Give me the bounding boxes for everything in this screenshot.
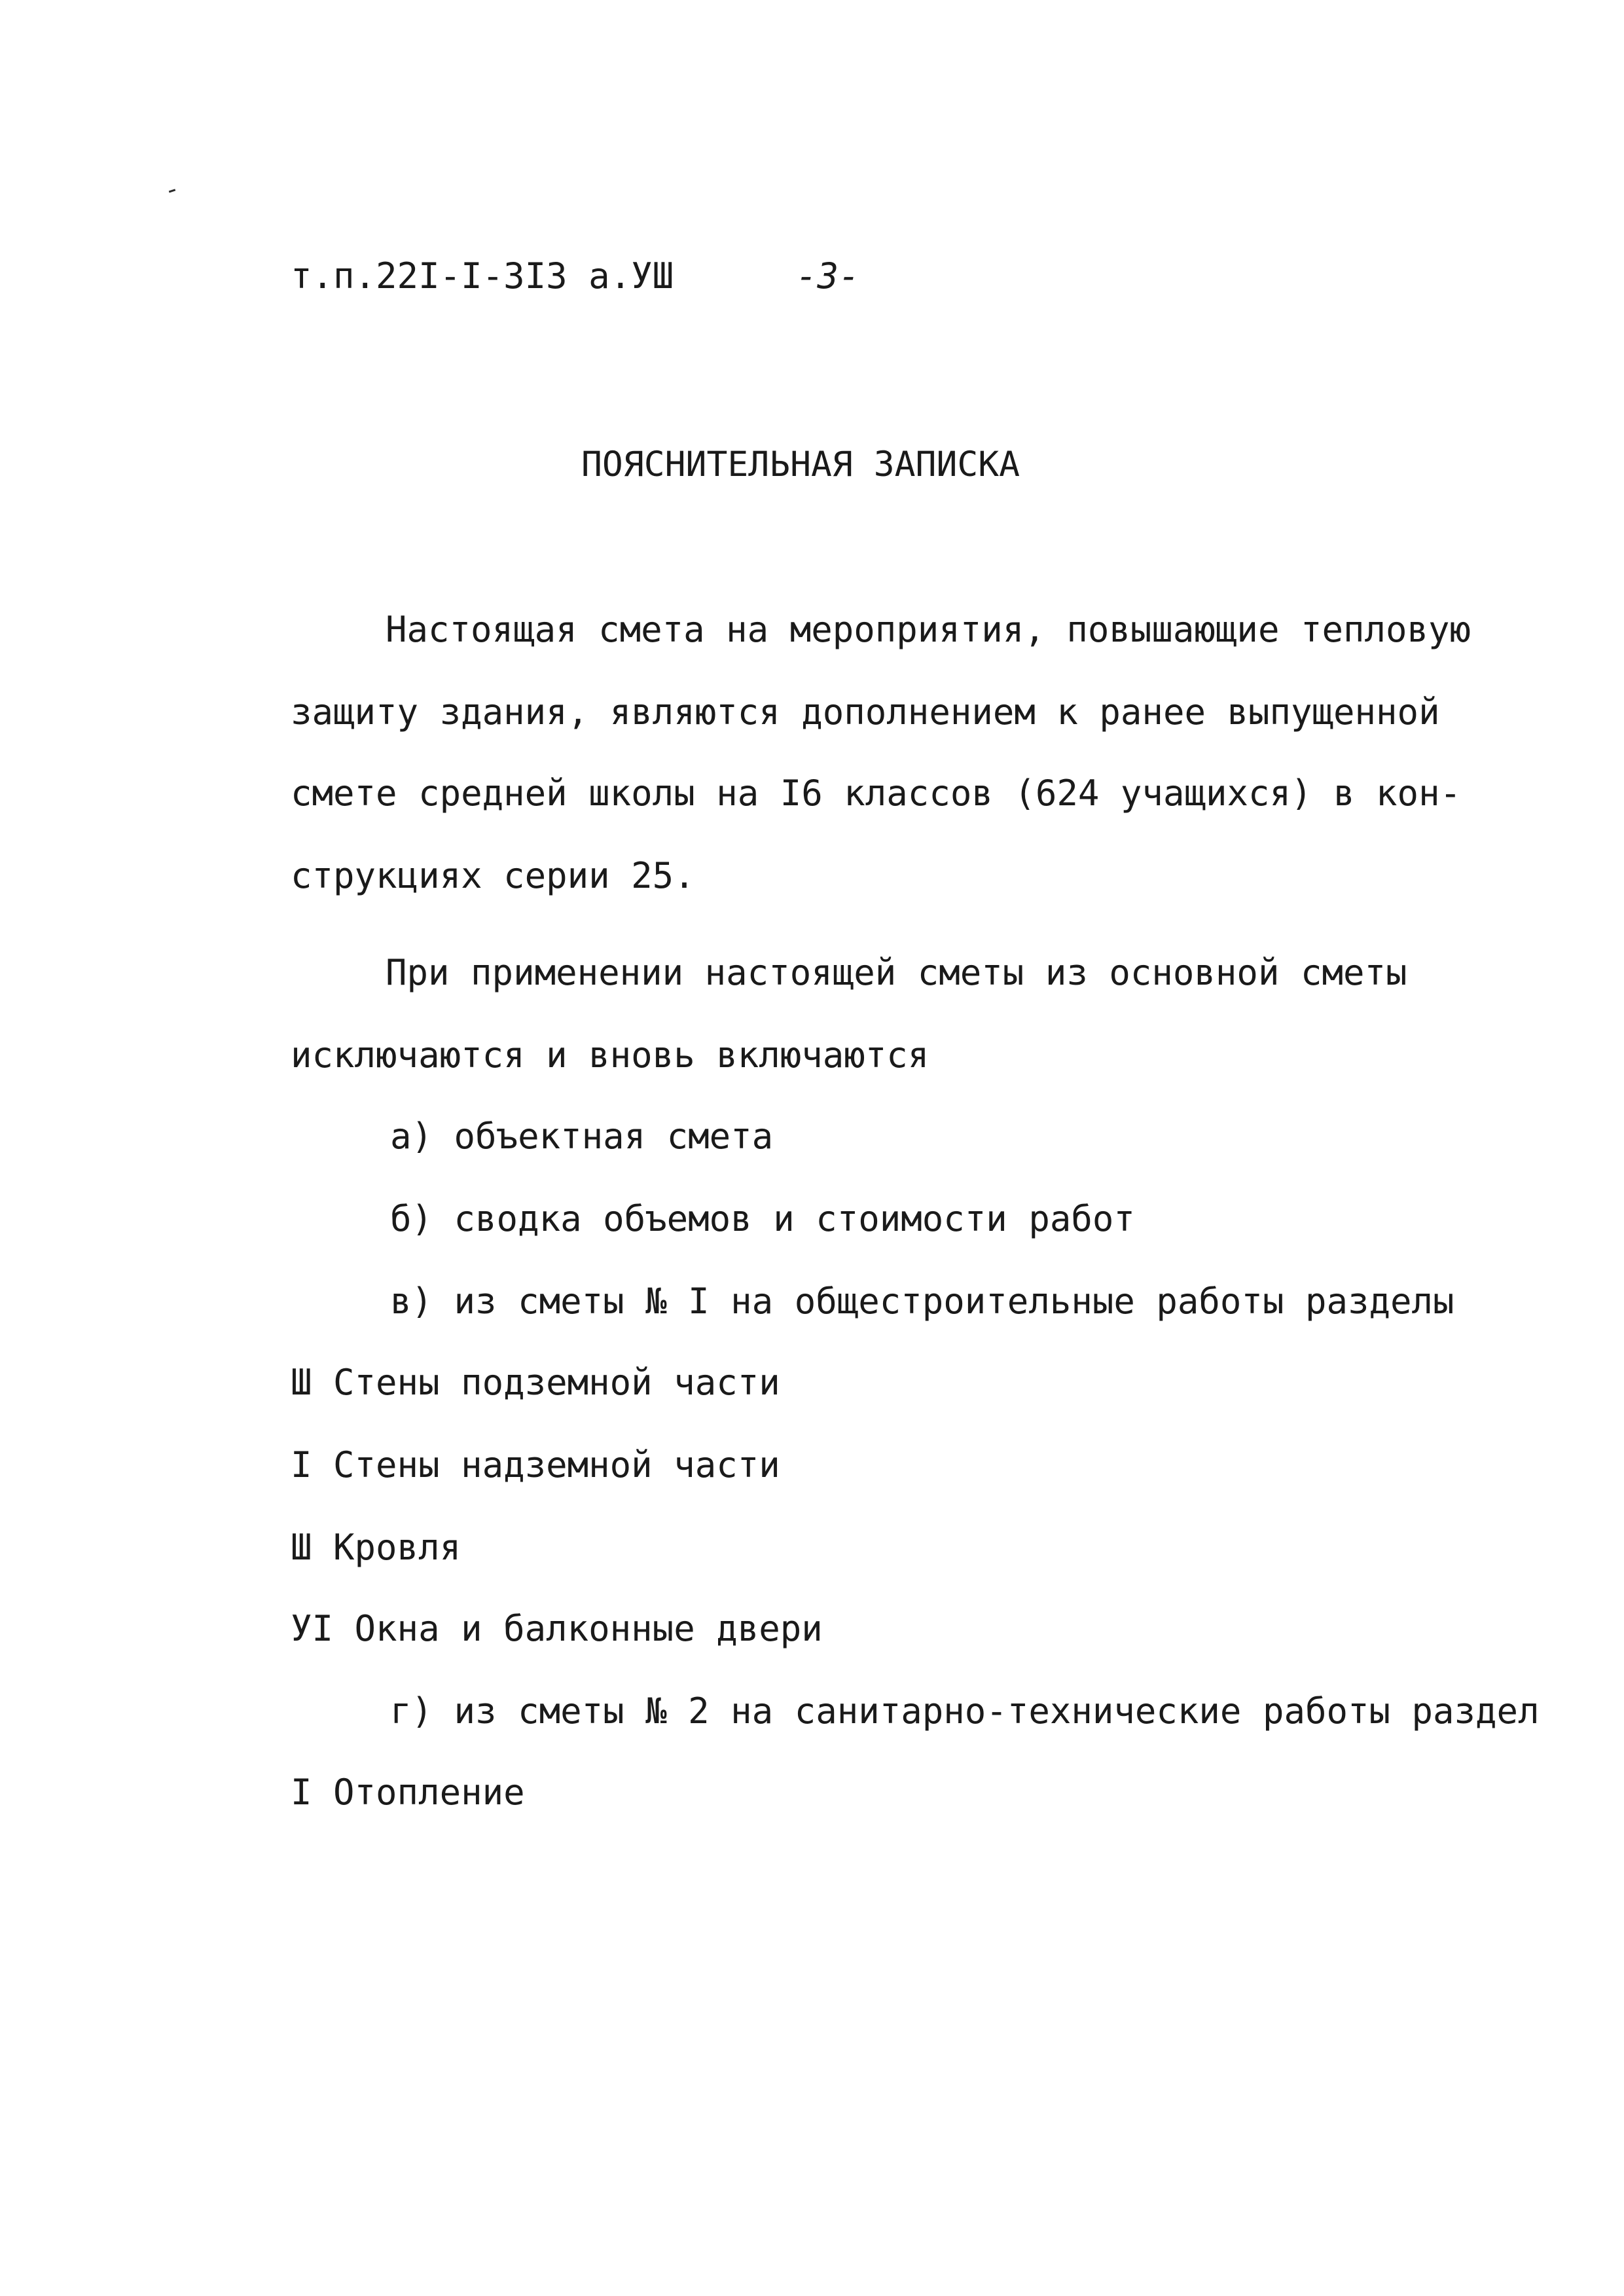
- page-number: -3-: [796, 255, 860, 297]
- list-item-v: в) из сметы № I на общестроительные работы разделы: [390, 1281, 1454, 1322]
- section-walls-underground: Ш Стены подземной части: [291, 1362, 780, 1403]
- paragraph-1-line-4: струкциях серии 25.: [291, 855, 695, 896]
- stray-ink-mark: [169, 189, 175, 193]
- list-item-b: б) сводка объемов и стоимости работ: [390, 1198, 1135, 1239]
- section-heating: I Отопление: [291, 1772, 525, 1813]
- paragraph-2-line-1: При применении настоящей сметы из основной сметы: [386, 952, 1407, 993]
- paragraph-1-line-3: смете средней школы на I6 классов (624 учащихся) в кон-: [291, 773, 1462, 814]
- section-windows-balcony-doors: УI Окна и балконные двери: [291, 1608, 823, 1649]
- page-title: ПОЯСНИТЕЛЬНАЯ ЗАПИСКА: [581, 445, 1020, 484]
- section-roofing: Ш Кровля: [291, 1527, 461, 1568]
- paragraph-1-line-1: Настоящая смета на мероприятия, повышающие тепловую: [386, 609, 1471, 650]
- paragraph-2-line-2: исключаются и вновь включаются: [291, 1034, 929, 1076]
- document-code: т.п.22I-I-3I3 а.УШ: [291, 255, 674, 297]
- paragraph-1-line-2: защиту здания, являются дополнением к ранее выпущенной: [291, 691, 1440, 733]
- list-item-g: г) из сметы № 2 на санитарно-технические работы раздел: [390, 1690, 1540, 1732]
- section-walls-aboveground: I Стены надземной части: [291, 1444, 780, 1485]
- list-item-a: а) объектная смета: [390, 1116, 774, 1157]
